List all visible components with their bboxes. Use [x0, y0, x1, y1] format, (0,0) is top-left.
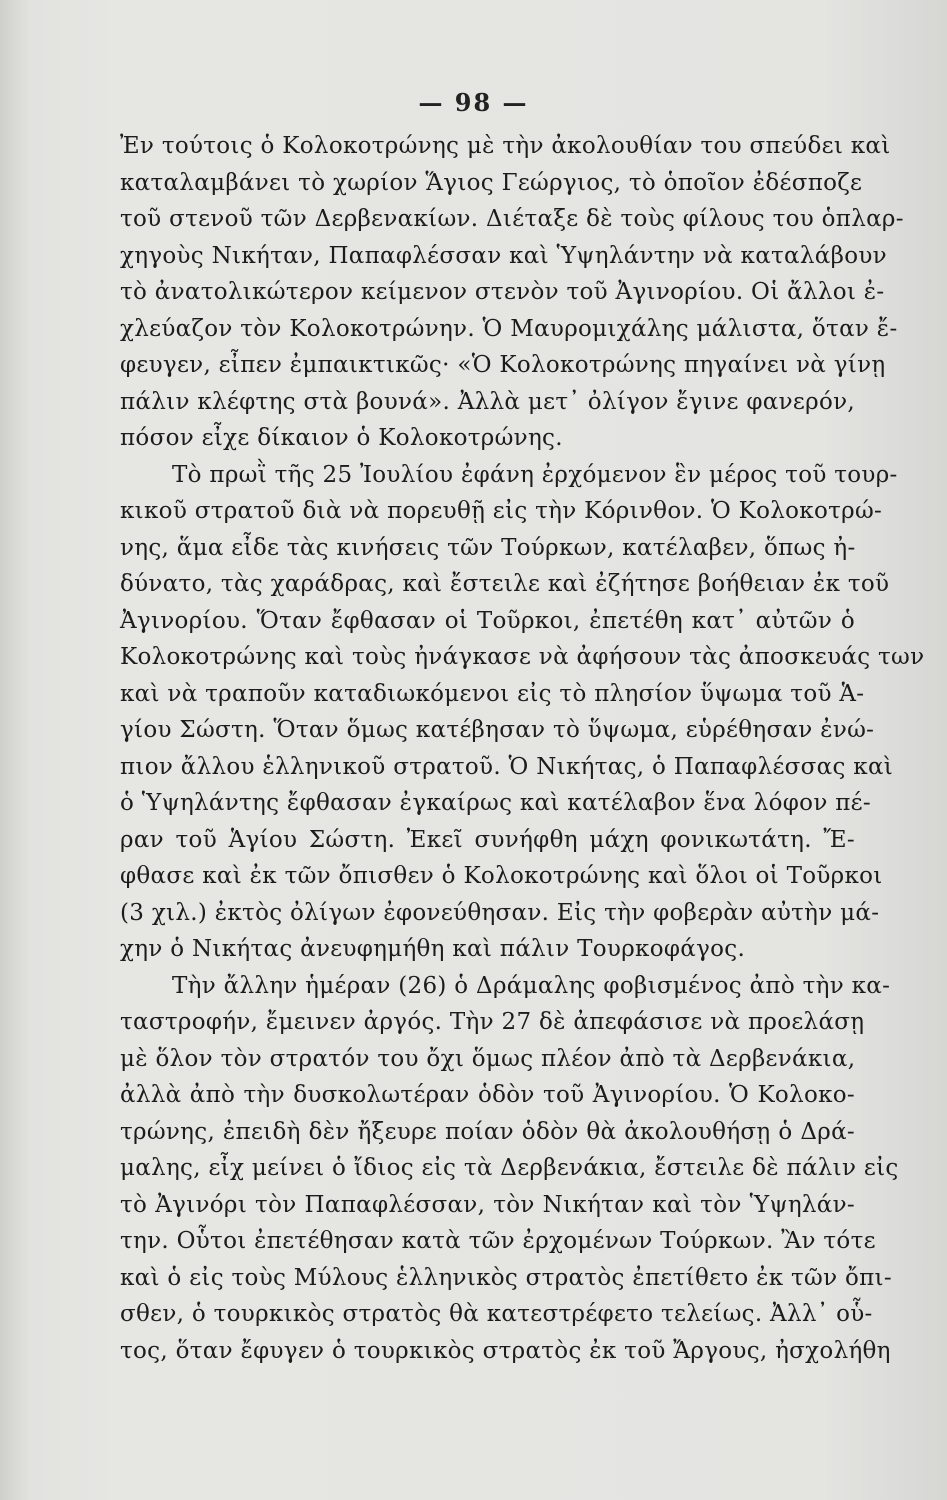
- text-line: δύνατο, τὰς χαράδρας, καὶ ἔστειλε καὶ ἐζήτησε βοήθειαν ἐκ τοῦ: [120, 571, 890, 597]
- text-line: φευγεν, εἶπεν ἐμπαικτικῶς· «Ὁ Κολοκοτρώνης πηγαίνει νὰ γίνῃ: [120, 352, 886, 378]
- text-line: φθασε καὶ ἐκ τῶν ὄπισθεν ὁ Κολοκοτρώνης καὶ ὅλοι οἱ Τοῦρκοι: [120, 863, 883, 889]
- text-line: κικοῦ στρατοῦ διὰ νὰ πορευθῇ εἰς τὴν Κόρινθον. Ὁ Κολοκοτρώ-: [120, 498, 883, 524]
- text-line: ὁ Ὑψηλάντης ἔφθασαν ἐγκαίρως καὶ κατέλαβον ἕνα λόφον πέ-: [120, 790, 871, 816]
- body-text: [120, 128, 925, 1369]
- text-line: μὲ ὅλον τὸν στρατόν του ὄχι ὅμως πλέον ἀπὸ τὰ Δερβενάκια,: [120, 1045, 856, 1072]
- text-line: Κολοκοτρώνης καὶ τοὺς ἠνάγκασε νὰ ἀφήσουν τὰς ἀποσκευάς των: [120, 644, 925, 670]
- text-line: πιον ἄλλου ἑλληνικοῦ στρατοῦ. Ὁ Νικήτας, ὁ Παπαφλέσσας καὶ: [120, 753, 894, 780]
- text-line: σθεν, ὁ τουρκικὸς στρατὸς θὰ κατεστρέφετο τελείως. Ἀλλ᾽ οὗ-: [120, 1301, 873, 1327]
- text-line: χλεύαζον τὸν Κολοκοτρώνην. Ὁ Μαυρομιχάλης μάλιστα, ὅταν ἔ-: [120, 315, 898, 342]
- text-line: καὶ ὁ εἰς τοὺς Μύλους ἑλληνικὸς στρατὸς ἐπετίθετο ἐκ τῶν ὄπι-: [120, 1264, 892, 1291]
- text-line: μαλης, εἶχ μείνει ὁ ἴδιος εἰς τὰ Δερβενάκια, ἔστειλε δὲ πάλιν εἰς: [120, 1155, 899, 1181]
- paragraph-start-line: Τὴν ἄλλην ἡμέραν (26) ὁ Δράμαλης φοβισμένος ἀπὸ τὴν κα-: [172, 972, 891, 999]
- text-line: Ἐν τούτοις ὁ Κολοκοτρώνης μὲ τὴν ἀκολουθίαν του σπεύδει καὶ: [120, 133, 891, 159]
- text-line: καὶ νὰ τραποῦν καταδιωκόμενοι εἰς τὸ πλησίον ὕψωμα τοῦ Ἁ-: [120, 680, 865, 707]
- text-line: καταλαμβάνει τὸ χωρίον Ἅγιος Γεώργιος, τὸ ὁποῖον ἐδέσποζε: [120, 169, 863, 196]
- text-line: τὸ Ἀγινόρι τὸν Παπαφλέσσαν, τὸν Νικήταν καὶ τὸν Ὑψηλάν-: [120, 1191, 855, 1218]
- text-line: τὸ ἀνατολικώτερον κείμενον στενὸν τοῦ Ἀγινορίου. Οἱ ἄλλοι ἐ-: [120, 279, 885, 305]
- text-line: τος, ὅταν ἔφυγεν ὁ τουρκικὸς στρατὸς ἐκ τοῦ Ἄργους, ἠσχολήθη: [120, 1337, 891, 1364]
- text-line: χηγοὺς Νικήταν, Παπαφλέσσαν καὶ Ὑψηλάντην νὰ καταλάβουν: [120, 242, 887, 269]
- paragraph-end-line: χην ὁ Νικήτας ἀνευφημήθη καὶ πάλιν Τουρκοφάγος.: [120, 936, 746, 962]
- text-line: ἀλλὰ ἀπὸ τὴν δυσκολωτέραν ὁδὸν τοῦ Ἀγινορίου. Ὁ Κολοκο-: [120, 1082, 855, 1108]
- text-line: τοῦ στενοῦ τῶν Δερβενακίων. Διέταξε δὲ τοὺς φίλους του ὁπλαρ-: [120, 206, 904, 232]
- text-line: τρώνης, ἐπειδὴ δὲν ἤξευρε ποίαν ὁδὸν θὰ ἀκολουθήσῃ ὁ Δρά-: [120, 1118, 855, 1145]
- paragraph-end-line: πόσον εἶχε δίκαιον ὁ Κολοκοτρώνης.: [120, 425, 563, 451]
- text-line: Ἀγινορίου. Ὅταν ἔφθασαν οἱ Τοῦρκοι, ἐπετέθη κατ᾽ αὐτῶν ὁ: [120, 607, 855, 634]
- text-line: ραν τοῦ Ἁγίου Σώστη. Ἐκεῖ συνήφθη μάχη φονικωτάτη. Ἔ-: [120, 826, 855, 853]
- text-line: (3 χιλ.) ἐκτὸς ὀλίγων ἐφονεύθησαν. Εἰς τὴν φοβερὰν αὐτὴν μά-: [120, 899, 880, 926]
- text-line: την. Οὗτοι ἐπετέθησαν κατὰ τῶν ἐρχομένων Τούρκων. Ἂν τότε: [120, 1228, 876, 1254]
- paragraph-start-line: Τὸ πρωῒ τῆς 25 Ἰουλίου ἐφάνη ἐρχόμενον ἓν μέρος τοῦ τουρ-: [172, 461, 898, 488]
- text-line: νης, ἅμα εἶδε τὰς κινήσεις τῶν Τούρκων, κατέλαβεν, ὅπως ἠ-: [120, 534, 856, 561]
- text-line: ταστροφήν, ἔμεινεν ἀργός. Τὴν 27 δὲ ἀπεφάσισε νὰ προελάσῃ: [120, 1009, 865, 1035]
- text-line: γίου Σώστη. Ὅταν ὅμως κατέβησαν τὸ ὕψωμα, εὑρέθησαν ἐνώ-: [120, 717, 875, 743]
- text-line: πάλιν κλέφτης στὰ βουνά». Ἀλλὰ μετ᾽ ὀλίγον ἔγινε φανερόν,: [120, 388, 855, 415]
- page-number: — 98 —: [418, 88, 529, 117]
